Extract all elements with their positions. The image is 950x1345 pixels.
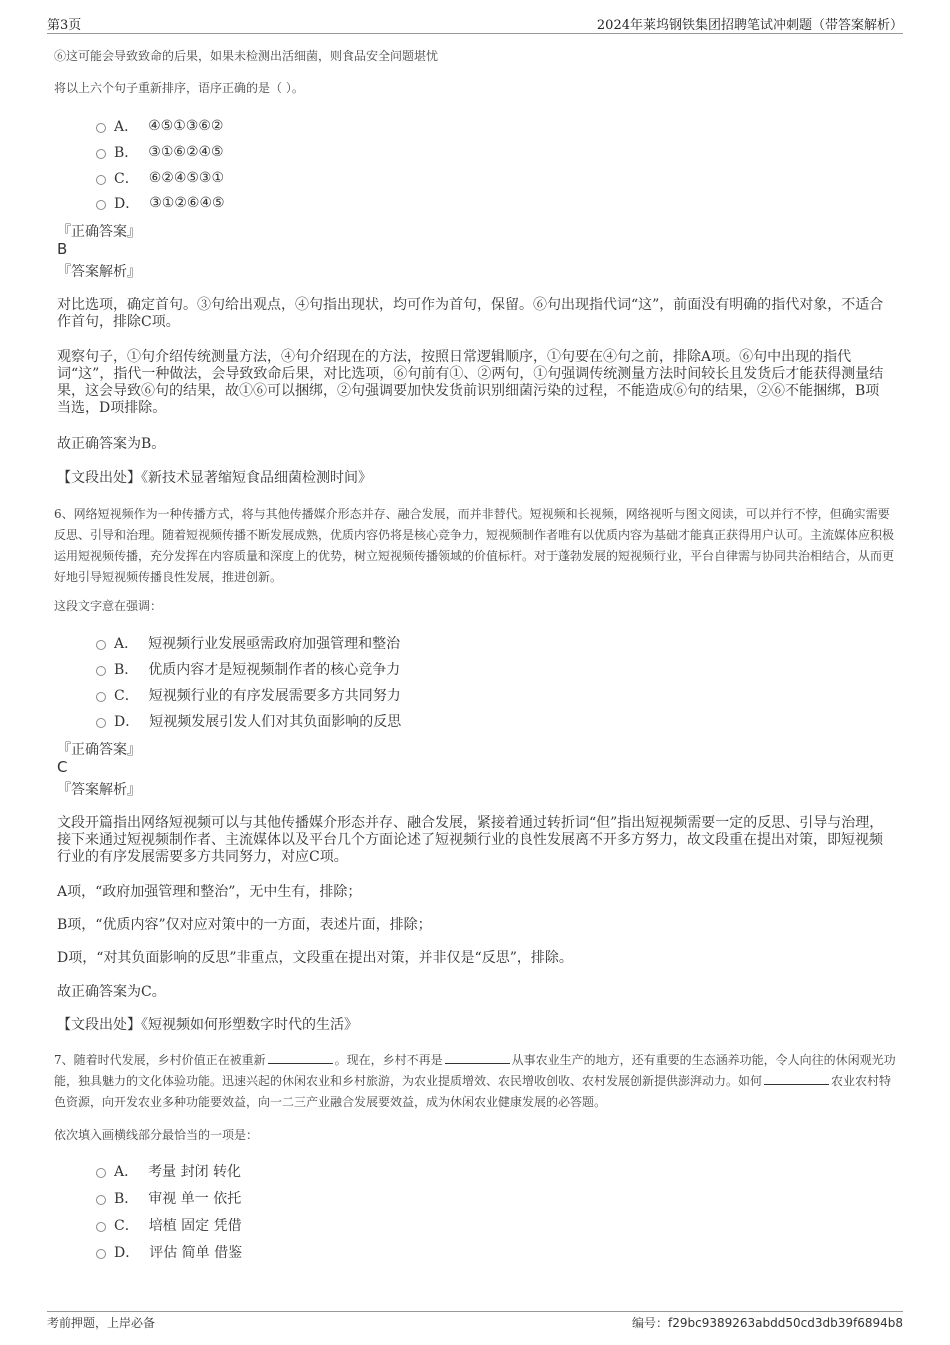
q5-option-c[interactable]: C． ⑥②④⑤③① xyxy=(96,168,224,188)
blank-1 xyxy=(268,1052,333,1064)
q7-option-c[interactable]: C． 培植 固定 凭借 xyxy=(96,1215,242,1235)
q6-answer: C xyxy=(57,758,68,776)
page-number: 第3页 xyxy=(47,18,82,33)
footer-divider xyxy=(47,1311,903,1312)
q7-option-b[interactable]: B． 审视 单一 依托 xyxy=(96,1188,241,1208)
q6-option-c[interactable]: C． 短视频行业的有序发展需要多方共同努力 xyxy=(96,685,401,705)
q7-option-a[interactable]: A． 考量 封闭 转化 xyxy=(96,1161,241,1181)
q6-analysis-p4: D项，“对其负面影响的反思”非重点，文段重在提出对策，并非仅是“反思”，排除。 xyxy=(57,950,573,966)
q6-analysis-p1: 文段开篇指出网络短视频可以与其他传播媒介形态并存、融合发展，紧接着通过转折词“但”指出短视频需要一定的反思、引导与治理，接下来通过短视频制作者、主流媒体以及平台几个方面论述了短视频行业的良性发展离不开多方努力，故文段重在提出对策，即短视频行业的有序发展需要多方共同努力，对应C项。 xyxy=(57,815,884,865)
radio-icon[interactable] xyxy=(96,149,106,159)
q6-option-b[interactable]: B． 优质内容才是短视频制作者的核心竞争力 xyxy=(96,659,400,679)
q6-analysis-p3: B项，“优质内容”仅对应对策中的一方面，表述片面，排除； xyxy=(57,917,432,933)
q6-option-a[interactable]: A． 短视频行业发展亟需政府加强管理和整治 xyxy=(96,633,400,653)
q6-answer-label: 『正确答案』 xyxy=(57,742,141,758)
q5-option-a[interactable]: A． ④⑤①③⑥② xyxy=(96,116,223,136)
q6-analysis-p2: A项，“政府加强管理和整治”，无中生有，排除； xyxy=(57,884,362,900)
q5-analysis-p1: 对比选项，确定首句。③句给出观点，④句指出现状，均可作为首句，保留。⑥句出现指代词“这”，前面没有明确的指代对象，不适合作首句，排除C项。 xyxy=(57,297,884,330)
radio-icon[interactable] xyxy=(96,1249,106,1259)
q5-answer-label: 『正确答案』 xyxy=(57,224,141,240)
document-title: 2024年莱坞钢铁集团招聘笔试冲刺题（带答案解析） xyxy=(596,18,903,33)
q5-sentence-6: ⑥这可能会导致致命的后果，如果未检测出活细菌，则食品安全问题堪忧 xyxy=(54,49,439,63)
radio-icon[interactable] xyxy=(96,718,106,728)
q6-option-d[interactable]: D． 短视频发展引发人们对其负面影响的反思 xyxy=(96,711,401,731)
blank-3 xyxy=(764,1073,829,1085)
radio-icon[interactable] xyxy=(96,1168,106,1178)
blank-2 xyxy=(445,1052,510,1064)
q6-analysis-p5: 故正确答案为C。 xyxy=(57,984,166,1000)
q7-prompt: 依次填入画横线部分最恰当的一项是： xyxy=(54,1128,259,1142)
q5-analysis-p2: 观察句子，①句介绍传统测量方法，④句介绍现在的方法，按照日常逻辑顺序，①句要在④句之前，排除A项。⑥句中出现的指代词“这”，指代一种做法，会导致致命后果，对比选项，⑥句前有①、②两句，①句强调传统测量方法时间较长且发货后才能获得测量结果，这会导致⑥句的结果，故①⑥可以捆绑，②句强调要加快发货前识别细菌污染的过程，不能造成⑥句的结果，②⑥不能捆绑，B项当选，D项排除。 xyxy=(57,349,884,416)
header-divider xyxy=(47,33,903,34)
q5-analysis-p3: 故正确答案为B。 xyxy=(57,436,166,452)
q5-option-d[interactable]: D． ③①②⑥④⑤ xyxy=(96,193,225,213)
radio-icon[interactable] xyxy=(96,200,106,210)
q5-option-b[interactable]: B． ③①⑥②④⑤ xyxy=(96,142,224,162)
q6-source: 【文段出处】《短视频如何形塑数字时代的生活》 xyxy=(57,1017,358,1033)
radio-icon[interactable] xyxy=(96,692,106,702)
radio-icon[interactable] xyxy=(96,640,106,650)
footer-slogan: 考前押题，上岸必备 xyxy=(47,1316,156,1330)
q7-option-d[interactable]: D． 评估 简单 借鉴 xyxy=(96,1242,242,1262)
q5-answer: B xyxy=(57,240,68,258)
q5-analysis-label: 『答案解析』 xyxy=(57,264,141,280)
radio-icon[interactable] xyxy=(96,1222,106,1232)
q6-analysis-label: 『答案解析』 xyxy=(57,782,141,798)
q6-prompt: 这段文字意在强调： xyxy=(54,599,163,613)
radio-icon[interactable] xyxy=(96,175,106,185)
q6-passage: 6、网络短视频作为一种传播方式，将与其他传播媒介形态并存、融合发展，而并非替代。短视频和长视频，网络视听与图文阅读，可以并行不悖，但确实需要反思、引导和治理。随着短视频传播不断发展成熟，优质内容仍将是核心竞争力，短视频制作者唯有以优质内容为基础才能真正获得用户认可。主流媒体应积极运用短视频传播，充分发挥在内容质量和深度上的优势，树立短视频传播领域的价值标杆。对于蓬勃发展的短视频行业，平台自律需与协同共治相结合，从而更好地引导短视频传播良性发展，推进创新。 xyxy=(54,507,895,584)
radio-icon[interactable] xyxy=(96,666,106,676)
q5-source: 【文段出处】《新技术显著缩短食品细菌检测时间》 xyxy=(57,470,372,486)
document-code: 编号：f29bc9389263abdd50cd3db39f6894b8 xyxy=(631,1316,903,1330)
radio-icon[interactable] xyxy=(96,123,106,133)
q7-passage: 7、随着时代发展，乡村价值正在被重新 。现在，乡村不再是 从事农业生产的地方，还有重要的生态涵养功能，令人向往的休闲观光功能，独具魅力的文化体验功能。迅速兴起的休闲农业和乡村旅游，为农业提质增效、农民增收创收、农村发展创新提供澎湃动力。如何 农业农村特色资源，向开发农业多种功能要效益，向一二三产业融合发展要效益，成为休闲农业健康发展的必答题。 xyxy=(54,1053,896,1109)
radio-icon[interactable] xyxy=(96,1195,106,1205)
q5-prompt: 将以上六个句子重新排序，语序正确的是（ ）。 xyxy=(54,81,304,95)
